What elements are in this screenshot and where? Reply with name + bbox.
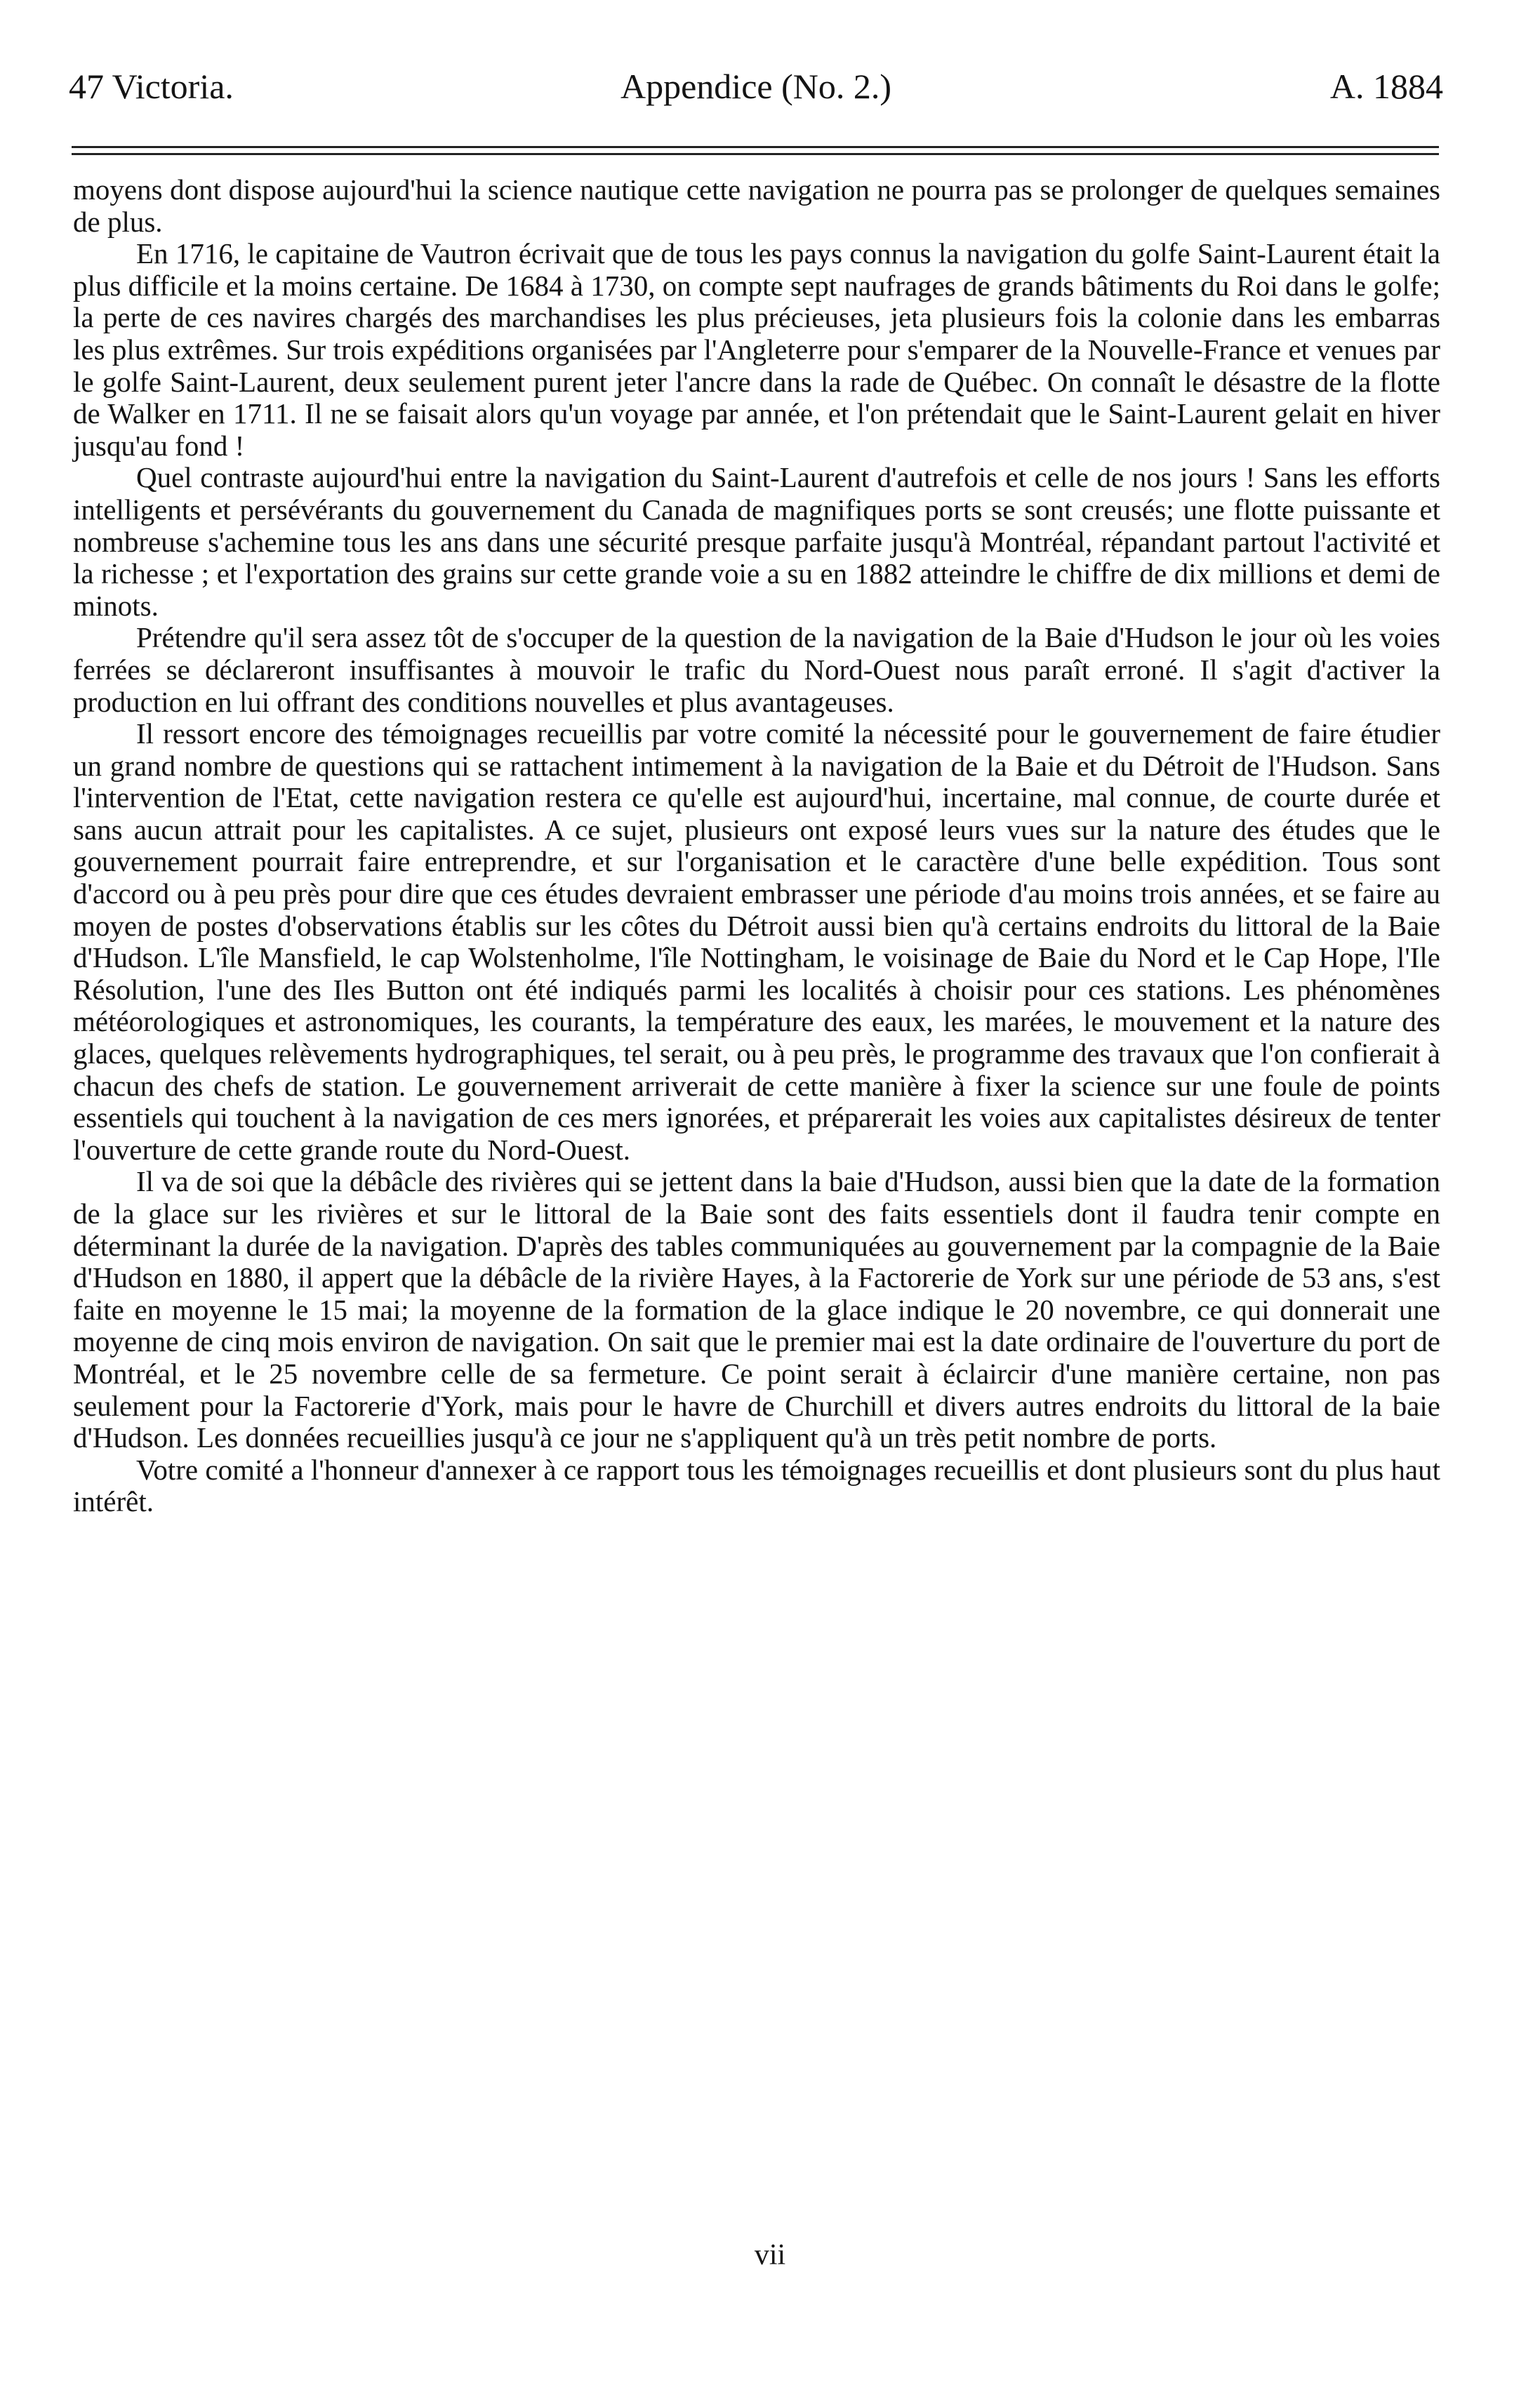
page-number: vii xyxy=(754,2239,786,2271)
paragraph-continuation: moyens dont dispose aujourd'hui la science nautique cette navigation ne pourra pas se prolonger de quelques semaines de plus. xyxy=(73,173,1440,238)
paragraph-hudson-bay-question: Prétendre qu'il sera assez tôt de s'occuper de la question de la navigation de la Baie d'Hudson le jour où les voies ferrées se déclareront insuffisantes à mouvoir le trafic du Nord-Ouest nous paraît erroné. Il s'agit d'activer la production en lui offrant des conditions nouvelles et plus avantageuses. xyxy=(73,621,1440,718)
header-regnal-year: 47 Victoria. xyxy=(69,67,234,106)
header-rule-bottom xyxy=(72,153,1439,155)
paragraph-government-studies: Il ressort encore des témoignages recueillis par votre comité la nécessité pour le gouvernement de faire étudier un grand nombre de questions qui se rattachent intimement à la navigation de la Baie et du Détroit de l'Hudson. Sans l'intervention de l'Etat, cette navigation restera ce qu'elle est aujourd'hui, incertaine, mal connue, de courte durée et sans aucun attrait pour les capitalistes. A ce sujet, plusieurs ont exposé leurs vues sur la nature des études que le gouvernement pourrait faire entreprendre, et sur l'organisation et le caractère d'une belle expédition. Tous sont d'accord ou à peu près pour dire que ces études devraient embrasser une période d'au moins trois années, et se faire au moyen de postes d'observations établis sur les côtes du Détroit aussi bien qu'à certains endroits du littoral de la Baie d'Hudson. L'île Mansfield, le cap Wolstenholme, l'île Nottingham, le voisinage de Baie du Nord et le Cap Hope, l'Ile Résolution, l'une des Iles Button ont été indiqués parmi les localités à choisir pour ces stations. Les phénomènes météorologiques et astronomiques, les courants, la température des eaux, les marées, le mouvement et la nature des glaces, quelques relèvements hydrographiques, tel serait, ou à peu près, le programme des travaux que l'on confierait à chacun des chefs de station. Le gouvernement arriverait de cette manière à fixer la science sur une foule de points essentiels qui touchent à la navigation de ces mers ignorées, et préparerait les voies aux capitalistes désireux de tenter l'ouverture de cette grande route du Nord-Ouest. xyxy=(73,717,1440,1166)
header-appendix-title: Appendice (No. 2.) xyxy=(620,67,891,106)
body-text xyxy=(73,174,1440,1518)
paragraph-ice-breakup: Il va de soi que la débâcle des rivières qui se jettent dans la baie d'Hudson, aussi bien que la date de la formation de la glace sur les rivières et sur le littoral de la Baie sont des faits essentiels dont il faudra tenir compte en déterminant la durée de la navigation. D'après des tables communiquées au gouvernement par la compagnie de la Baie d'Hudson en 1880, il appert que la débâcle de la rivière Hayes, à la Factorerie de York sur une période de 53 ans, s'est faite en moyenne le 15 mai; la moyenne de la formation de la glace indique le 20 novembre, ce qui donnerait une moyenne de cinq mois environ de navigation. On sait que le premier mai est la date ordinaire de l'ouverture du port de Montréal, et le 25 novembre celle de sa fermeture. Ce point serait à éclaircir d'une manière certaine, non pas seulement pour la Factorerie d'York, mais pour le havre de Churchill et divers autres endroits du littoral de la baie d'Hudson. Les données recueillies jusqu'à ce jour ne s'appliquent qu'à un très petit nombre de ports. xyxy=(73,1165,1440,1454)
paragraph-contrast: Quel contraste aujourd'hui entre la navigation du Saint-Laurent d'autrefois et celle de nos jours ! Sans les efforts intelligents et persévérants du gouvernement du Canada de magnifiques ports se sont creusés; une flotte puissante et nombreuse s'achemine tous les ans dans une sécurité presque parfaite jusqu'à Montréal, répandant partout l'activité et la richesse ; et l'exportation des grains sur cette grande voie a su en 1882 atteindre le chiffre de dix millions et demi de minots. xyxy=(73,461,1440,622)
paragraph-vautron-history: En 1716, le capitaine de Vautron écrivait que de tous les pays connus la navigation du golfe Saint-Laurent était la plus difficile et la moins certaine. De 1684 à 1730, on compte sept naufrages de grands bâtiments du Roi dans le golfe; la perte de ces navires chargés des marchandises les plus précieuses, jeta plusieurs fois la colonie dans les embarras les plus extrêmes. Sur trois expéditions organisées par l'Angleterre pour s'emparer de la Nouvelle-France et venues par le golfe Saint-Laurent, deux seulement purent jeter l'ancre dans la rade de Québec. On connaît le désastre de la flotte de Walker en 1711. Il ne se faisait alors qu'un voyage par année, et l'on prétendait que le Saint-Laurent gelait en hiver jusqu'au fond ! xyxy=(73,237,1440,462)
header-rule-top xyxy=(72,146,1439,148)
header-year: A. 1884 xyxy=(1329,67,1443,106)
paragraph-committee-annex: Votre comité a l'honneur d'annexer à ce rapport tous les témoignages recueillis et dont plusieurs sont du plus haut intérêt. xyxy=(73,1453,1440,1518)
running-header xyxy=(69,62,1443,111)
